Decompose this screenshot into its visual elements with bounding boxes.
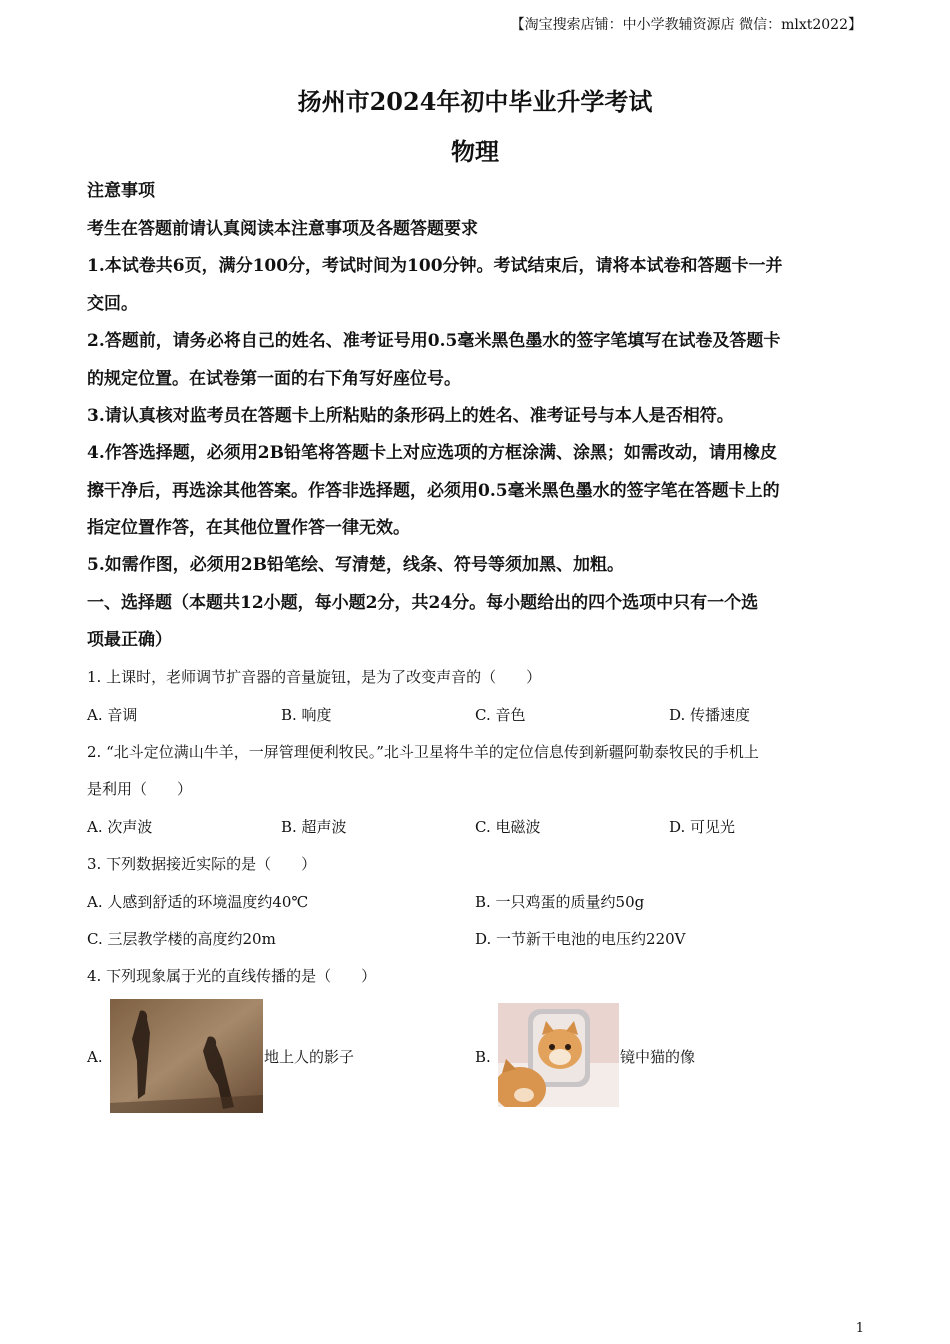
page-number: 1 xyxy=(855,1321,864,1336)
q4-option-a-caption: 地上人的影子 xyxy=(264,1048,355,1066)
notice-item: 1.本试卷共6页，满分100分，考试时间为100分钟。考试结束后，请将本试卷和答题卡一并 xyxy=(87,256,783,276)
header-note: 【淘宝搜索店铺：中小学教辅资源店 微信：mlxt2022】 xyxy=(510,17,862,33)
question-1-stem: 1. 上课时，老师调节扩音器的音量旋钮，是为了改变声音的（ ） xyxy=(87,668,542,686)
exam-title: 扬州市2024年初中毕业升学考试 xyxy=(297,87,653,116)
q3-option-d: D. 一节新干电池的电压约220V xyxy=(475,930,686,948)
notice-item: 交回。 xyxy=(87,294,138,314)
q2-option-b: B. 超声波 xyxy=(281,818,347,836)
notice-item: 指定位置作答，在其他位置作答一律无效。 xyxy=(87,518,410,538)
q2-option-c: C. 电磁波 xyxy=(475,818,541,836)
q3-option-c: C. 三层教学楼的高度约20m xyxy=(87,930,276,948)
cat-mirror-photo xyxy=(498,1003,619,1107)
q4-option-a-letter: A. xyxy=(87,1048,103,1066)
notice-intro: 考生在答题前请认真阅读本注意事项及各题答题要求 xyxy=(87,219,478,239)
section-heading-cont: 项最正确） xyxy=(87,630,172,650)
notice-item: 2.答题前，请务必将自己的姓名、准考证号用0.5毫米黑色墨水的签字笔填写在试卷及答题卡 xyxy=(87,331,781,351)
q4-option-b-caption: 镜中猫的像 xyxy=(620,1048,696,1066)
question-2-stem-cont: 是利用（ ） xyxy=(87,780,193,798)
question-4-stem: 4. 下列现象属于光的直线传播的是（ ） xyxy=(87,967,377,985)
q4-option-b-letter: B. xyxy=(475,1048,491,1066)
q1-option-a: A. 音调 xyxy=(87,706,138,724)
q1-option-b: B. 响度 xyxy=(281,706,332,724)
q1-option-d: D. 传播速度 xyxy=(669,706,751,724)
question-2-stem: 2. “北斗定位满山牛羊，一屏管理便利牧民。”北斗卫星将牛羊的定位信息传到新疆阿勒泰牧民的手机上 xyxy=(87,743,759,761)
shadow-photo xyxy=(110,999,263,1113)
subject-title: 物理 xyxy=(451,137,499,166)
q3-option-b: B. 一只鸡蛋的质量约50g xyxy=(475,893,645,911)
q2-option-d: D. 可见光 xyxy=(669,818,736,836)
notice-item: 擦干净后，再选涂其他答案。作答非选择题，必须用0.5毫米黑色墨水的签字笔在答题卡上的 xyxy=(87,481,780,501)
q2-option-a: A. 次声波 xyxy=(87,818,153,836)
notice-item: 3.请认真核对监考员在答题卡上所粘贴的条形码上的姓名、准考证号与本人是否相符。 xyxy=(87,406,734,426)
notice-item: 4.作答选择题，必须用2B铅笔将答题卡上对应选项的方框涂满、涂黑；如需改动，请用橡皮 xyxy=(87,443,777,463)
section-heading: 一、选择题（本题共12小题，每小题2分，共24分。每小题给出的四个选项中只有一个选 xyxy=(87,593,759,613)
question-3-stem: 3. 下列数据接近实际的是（ ） xyxy=(87,855,317,873)
notice-item: 5.如需作图，必须用2B铅笔绘、写清楚，线条、符号等须加黑、加粗。 xyxy=(87,555,624,575)
notice-item: 的规定位置。在试卷第一面的右下角写好座位号。 xyxy=(87,369,461,389)
notice-heading: 注意事项 xyxy=(87,181,155,201)
q1-option-c: C. 音色 xyxy=(475,706,526,724)
q3-option-a: A. 人感到舒适的环境温度约40℃ xyxy=(87,893,309,911)
